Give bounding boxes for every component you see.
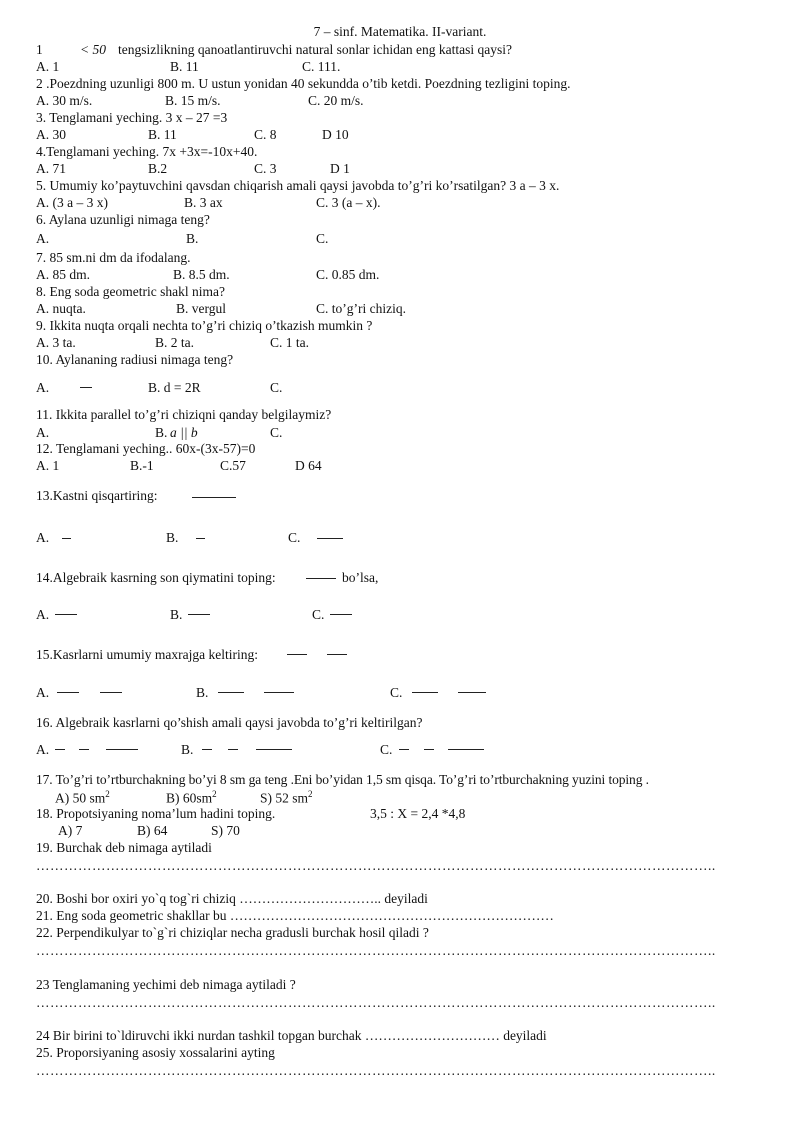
question-23 xyxy=(0,977,800,997)
q14-options xyxy=(0,607,800,627)
q17-option-a-sup: 2 xyxy=(105,789,110,799)
q13-b-fraction-bar xyxy=(196,538,205,539)
q15-fraction-bar-2 xyxy=(327,654,347,655)
q16-b-fraction-bar-2 xyxy=(228,749,238,750)
q4-option-d: D 1 xyxy=(330,161,350,176)
q7-option-a: A. 85 dm. xyxy=(36,267,90,282)
q4-option-b: B.2 xyxy=(148,161,168,176)
q15-option-c: C. xyxy=(390,685,403,700)
q16-options xyxy=(0,742,800,762)
q6-text: 6. Aylana uzunligi nimaga teng? xyxy=(36,212,210,227)
q9-option-c: C. 1 ta. xyxy=(270,335,309,350)
question-22 xyxy=(0,925,800,945)
q15-b-fraction-bar-1 xyxy=(218,692,244,693)
q16-c-fraction-bar-3 xyxy=(448,749,484,750)
q2-text: 2 .Poezdning uzunligi 800 m. U ustun yonidan 40 sekundda o’tib ketdi. Poezdning tezligini toping. xyxy=(36,76,571,91)
q17-option-b-sup: 2 xyxy=(212,789,217,799)
question-25 xyxy=(0,1045,800,1065)
q5-text: 5. Umumiy ko’paytuvchini qavsdan chiqarish amali qaysi javobda to’g’ri ko’rsatilgan? 3 a – 3 x. xyxy=(36,178,560,193)
q3-option-d: D 10 xyxy=(322,127,349,142)
q6-option-c: C. xyxy=(316,231,329,246)
q18-text: 18. Propotsiyaning noma’lum hadini toping. xyxy=(36,806,276,821)
q4-option-c: C. 3 xyxy=(254,161,277,176)
q13-fraction-bar xyxy=(192,497,236,498)
q5-option-b: B. 3 ax xyxy=(184,195,223,210)
q22-answer-line[interactable] xyxy=(0,943,800,963)
q5-option-a: A. (3 a – 3 x) xyxy=(36,195,108,210)
question-10 xyxy=(0,352,800,372)
q3-option-c: C. 8 xyxy=(254,127,277,142)
question-19 xyxy=(0,840,800,860)
q9-option-a: A. 3 ta. xyxy=(36,335,76,350)
page-header xyxy=(0,24,800,44)
q21-text: 21. Eng soda geometric shakllar bu ……………………………………………………………… xyxy=(36,908,554,923)
q14-text: 14.Algebraik kasrning son qiymatini toping: xyxy=(36,570,276,585)
q2-option-c: C. 20 m/s. xyxy=(308,93,364,108)
q25-answer-line[interactable] xyxy=(0,1063,800,1083)
q1-option-b: B. 11 xyxy=(170,59,199,74)
q17-option-c-sup: 2 xyxy=(308,789,313,799)
q12-option-a: A. 1 xyxy=(36,458,60,473)
q25-answer-dots[interactable]: ……………………………………………………………………………………………………………………………….. xyxy=(36,1063,716,1078)
q15-b-fraction-bar-2 xyxy=(264,692,294,693)
q14-c-fraction-bar xyxy=(330,614,352,615)
q16-b-fraction-bar-3 xyxy=(256,749,292,750)
q14-option-c: C. xyxy=(312,607,325,622)
q20-text: 20. Boshi bor oxiri yo`q tog`ri chiziq ………………………….. deyiladi xyxy=(36,891,428,906)
q18-option-b: B) 64 xyxy=(137,823,168,838)
q22-answer-dots[interactable]: ……………………………………………………………………………………………………………………………….. xyxy=(36,943,716,958)
q16-a-fraction-bar-2 xyxy=(79,749,89,750)
header-text: 7 – sinf. Matematika. II-variant. xyxy=(313,24,487,39)
q18-option-a: A) 7 xyxy=(58,823,83,838)
q17-option-a: A) 50 sm xyxy=(55,790,106,806)
q2-option-b: B. 15 m/s. xyxy=(165,93,221,108)
q11-text: 11. Ikkita parallel to’g’ri chiziqni qanday belgilaymiz? xyxy=(36,407,332,422)
q15-option-b: B. xyxy=(196,685,209,700)
q14-suffix: bo’lsa, xyxy=(342,570,379,585)
q10-text: 10. Aylananing radiusi nimaga teng? xyxy=(36,352,234,367)
q19-text: 19. Burchak deb nimaga aytiladi xyxy=(36,840,212,855)
q17-text: 17. To’g’ri to’rtburchakning bo’yi 8 sm ga teng .Eni bo’yidan 1,5 sm qisqa. To’g’ri to’rtburchakning yuzini toping . xyxy=(36,772,649,787)
q6-option-a: A. xyxy=(36,231,50,246)
q13-text: 13.Kastni qisqartiring: xyxy=(36,488,158,503)
q19-answer-line[interactable] xyxy=(0,858,800,878)
q15-a-fraction-bar-1 xyxy=(57,692,79,693)
q11-option-b-label: B. xyxy=(155,425,168,440)
q1-expression: < 50 xyxy=(80,42,106,57)
q13-c-fraction-bar xyxy=(317,538,343,539)
q15-c-fraction-bar-1 xyxy=(412,692,438,693)
q14-a-fraction-bar xyxy=(55,614,77,615)
q16-option-a: A. xyxy=(36,742,50,757)
q14-option-a: A. xyxy=(36,607,50,622)
q5-option-c: C. 3 (a – x). xyxy=(316,195,381,210)
q10-options xyxy=(0,380,800,400)
q8-option-a: A. nuqta. xyxy=(36,301,86,316)
q1-number: 1 xyxy=(36,42,43,57)
q19-answer-dots[interactable]: ……………………………………………………………………………………………………………………………….. xyxy=(36,858,716,873)
question-14 xyxy=(0,570,800,590)
q12-text: 12. Tenglamani yeching.. 60x-(3x-57)=0 xyxy=(36,441,256,456)
q7-option-c: C. 0.85 dm. xyxy=(316,267,380,282)
q12-option-c: C.57 xyxy=(220,458,246,473)
q11-option-a: A. xyxy=(36,425,50,440)
q14-option-b: B. xyxy=(170,607,183,622)
q25-text: 25. Proporsiyaning asosiy xossalarini ayting xyxy=(36,1045,275,1060)
question-16 xyxy=(0,715,800,735)
q16-text: 16. Algebraik kasrlarni qo’shish amali qaysi javobda to’g’ri keltirilgan? xyxy=(36,715,423,730)
q11-option-b-expression: a || b xyxy=(170,425,198,440)
q1-text: tengsizlikning qanoatlantiruvchi natural sonlar ichidan eng kattasi qaysi? xyxy=(118,42,513,57)
question-13 xyxy=(0,488,800,508)
q2-option-a: A. 30 m/s. xyxy=(36,93,93,108)
q15-fraction-bar-1 xyxy=(287,654,307,655)
q18-expression: 3,5 : X = 2,4 *4,8 xyxy=(370,806,466,821)
q15-a-fraction-bar-2 xyxy=(100,692,122,693)
q8-option-c: C. to’g’ri chiziq. xyxy=(316,301,406,316)
q3-text: 3. Tenglamani yeching. 3 x – 27 =3 xyxy=(36,110,228,125)
q16-c-fraction-bar-1 xyxy=(399,749,409,750)
q1-option-c: C. 111. xyxy=(302,59,341,74)
q24-text: 24 Bir birini to`ldiruvchi ikki nurdan tashkil topgan burchak ………………………… deyiladi xyxy=(36,1028,547,1043)
q16-option-c: C. xyxy=(380,742,393,757)
q3-option-a: A. 30 xyxy=(36,127,66,142)
q16-b-fraction-bar-1 xyxy=(202,749,212,750)
question-11 xyxy=(0,407,800,427)
q8-option-b: B. vergul xyxy=(176,301,226,316)
q9-option-b: B. 2 ta. xyxy=(155,335,194,350)
q7-option-b: B. 8.5 dm. xyxy=(173,267,230,282)
q13-options xyxy=(0,530,800,550)
q23-text: 23 Tenglamaning yechimi deb nimaga aytiladi ? xyxy=(36,977,296,992)
q11-option-c: C. xyxy=(270,425,283,440)
q17-option-c: S) 52 sm xyxy=(260,790,309,806)
q13-option-b: B. xyxy=(166,530,179,545)
q23-answer-dots[interactable]: ……………………………………………………………………………………………………………………………….. xyxy=(36,995,716,1010)
q23-answer-line[interactable] xyxy=(0,995,800,1015)
question-6 xyxy=(0,212,800,232)
q12-option-b: B.-1 xyxy=(130,458,154,473)
q6-option-b: B. xyxy=(186,231,199,246)
q6-options xyxy=(0,231,800,251)
q16-option-b: B. xyxy=(181,742,194,757)
q16-a-fraction-bar-3 xyxy=(106,749,138,750)
q13-option-a: A. xyxy=(36,530,50,545)
q13-a-fraction-bar xyxy=(62,538,71,539)
q17-option-b: B) 60sm xyxy=(166,790,213,806)
q10-option-b: B. d = 2R xyxy=(148,380,201,395)
q15-text: 15.Kasrlarni umumiy maxrajga keltiring: xyxy=(36,647,258,662)
q12-option-d: D 64 xyxy=(295,458,322,473)
q10-option-c: C. xyxy=(270,380,283,395)
q3-option-b: B. 11 xyxy=(148,127,177,142)
question-15 xyxy=(0,647,800,667)
q15-c-fraction-bar-2 xyxy=(458,692,486,693)
q10-a-fraction-bar xyxy=(80,387,92,388)
q18-option-c: S) 70 xyxy=(211,823,240,838)
q15-option-a: A. xyxy=(36,685,50,700)
q14-b-fraction-bar xyxy=(188,614,210,615)
q15-options xyxy=(0,685,800,705)
q13-option-c: C. xyxy=(288,530,301,545)
q4-text: 4.Tenglamani yeching. 7x +3x=-10x+40. xyxy=(36,144,258,159)
q9-text: 9. Ikkita nuqta orqali nechta to’g’ri chiziq o’tkazish mumkin ? xyxy=(36,318,373,333)
q14-fraction-bar xyxy=(306,578,336,579)
q16-c-fraction-bar-2 xyxy=(424,749,434,750)
q8-text: 8. Eng soda geometric shakl nima? xyxy=(36,284,225,299)
q10-option-a: A. xyxy=(36,380,50,395)
q22-text: 22. Perpendikulyar to`g`ri chiziqlar necha gradusli burchak hosil qiladi ? xyxy=(36,925,429,940)
q7-text: 7. 85 sm.ni dm da ifodalang. xyxy=(36,250,191,265)
q4-option-a: A. 71 xyxy=(36,161,66,176)
q12-options xyxy=(0,458,800,478)
q1-option-a: A. 1 xyxy=(36,59,60,74)
q16-a-fraction-bar-1 xyxy=(55,749,65,750)
